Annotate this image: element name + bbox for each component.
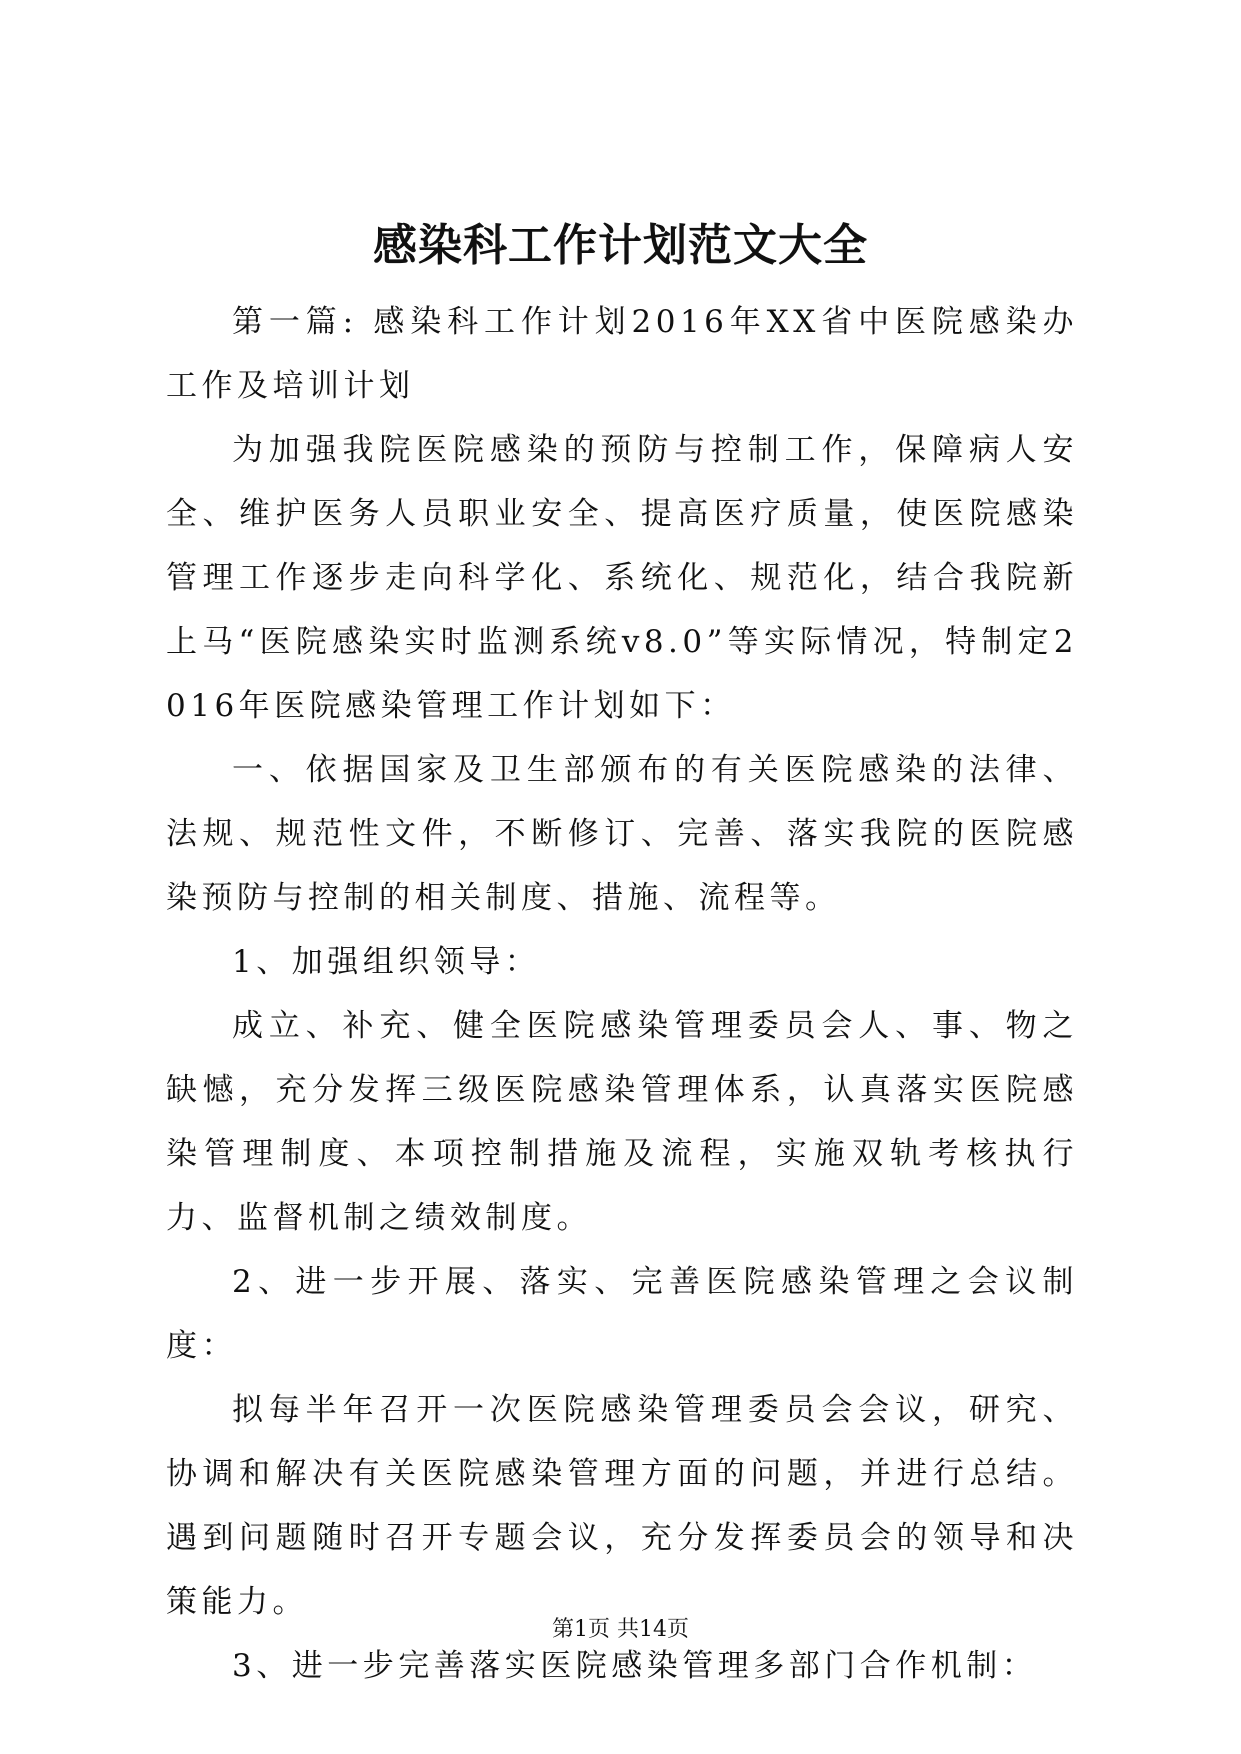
page-footer — [0, 1615, 1241, 1645]
paragraph-7: 拟每半年召开一次医院感染管理委员会会议，研究、协调和解决有关医院感染管理方面的问题，并进行总结。遇到问题随时召开专题会议，充分发挥委员会的领导和决策能力。 — [166, 1392, 1078, 1620]
paragraph-2: 为加强我院医院感染的预防与控制工作，保障病人安全、维护医务人员职业安全、提高医疗质量，使医院感染管理工作逐步走向科学化、系统化、规范化，结合我院新上马“医院感染实时监测系统v8.0”等实际情况，特制定2016年医院感染管理工作计划如下： — [166, 432, 1078, 724]
paragraph-6: 2、进一步开展、落实、完善医院感染管理之会议制度： — [166, 1264, 1078, 1364]
document-title: 感染科工作计划范文大全 — [373, 220, 868, 271]
paragraph-3: 一、依据国家及卫生部颁布的有关医院感染的法律、法规、规范性文件，不断修订、完善、落实我院的医院感染预防与控制的相关制度、措施、流程等。 — [166, 752, 1078, 916]
page-number: 第1页 共14页 — [552, 1617, 689, 1642]
paragraph-8: 3、进一步完善落实医院感染管理多部门合作机制： — [232, 1648, 1038, 1684]
paragraph-4: 1、加强组织领导： — [232, 944, 541, 980]
paragraph-5: 成立、补充、健全医院感染管理委员会人、事、物之缺憾，充分发挥三级医院感染管理体系，认真落实医院感染管理制度、本项控制措施及流程，实施双轨考核执行力、监督机制之绩效制度。 — [166, 1008, 1078, 1236]
paragraph-1: 第一篇: 感染科工作计划2016年XX省中医院感染办工作及培训计划 — [166, 304, 1078, 404]
document-body — [166, 290, 1078, 1698]
